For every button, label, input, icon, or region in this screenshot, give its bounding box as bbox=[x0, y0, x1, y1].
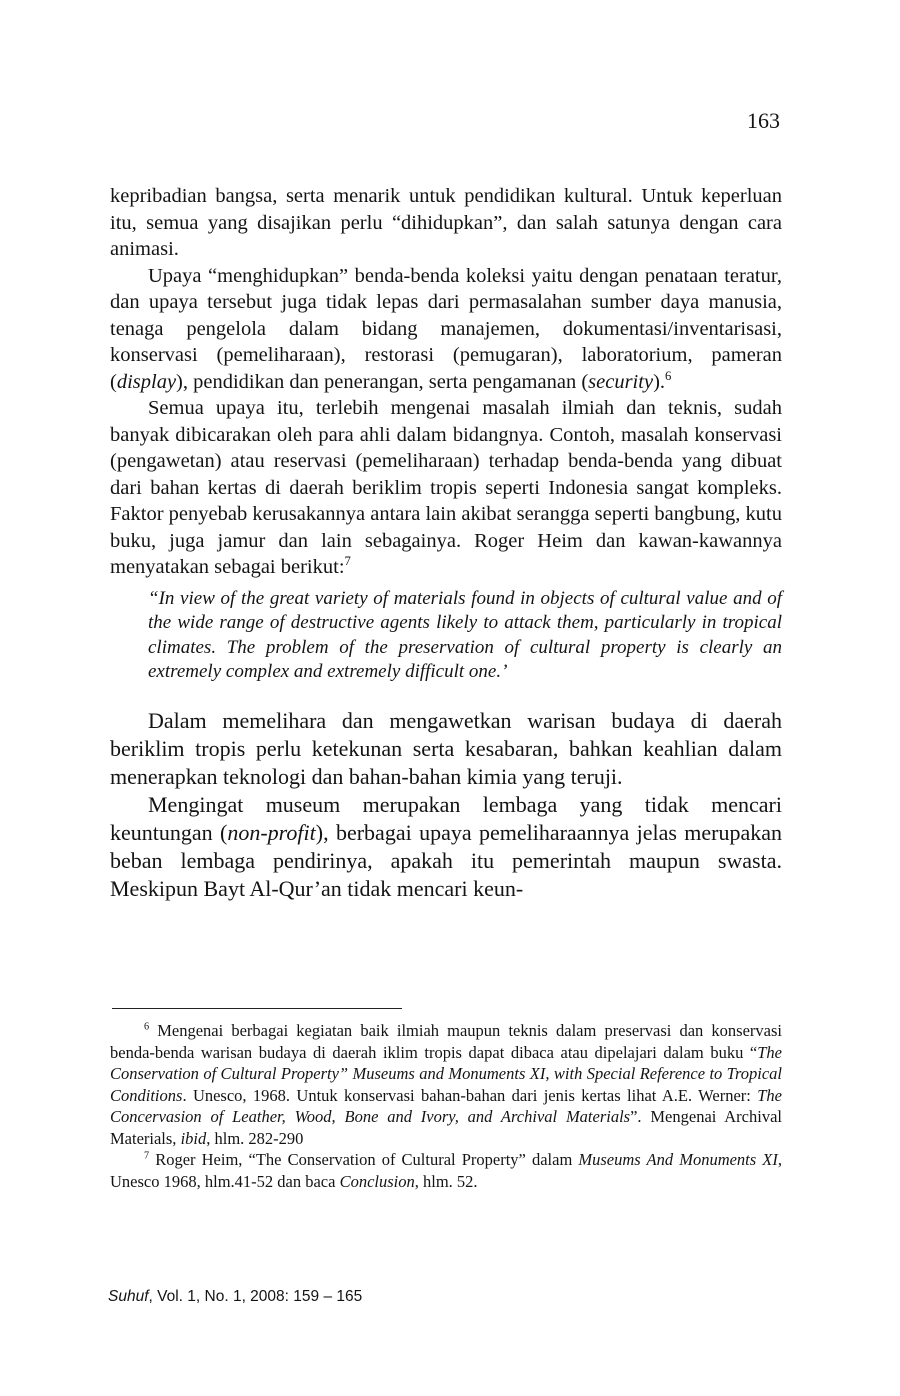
footnote-italic: Museums And Monuments XI bbox=[578, 1150, 778, 1169]
footnote-text: , hlm. 52. bbox=[414, 1171, 478, 1191]
footnote-ref[interactable]: 6 bbox=[665, 368, 672, 383]
footnote-italic: The Conservation of Cultural Property” Museums and Monuments XI, with Special Reference to Tropical Conditions bbox=[110, 1042, 782, 1105]
footer-citation bbox=[108, 1288, 362, 1306]
italic-term: non-profit bbox=[227, 819, 316, 845]
paragraph bbox=[110, 395, 782, 581]
footnote-divider bbox=[112, 1008, 402, 1009]
footnote-ref[interactable]: 7 bbox=[344, 554, 351, 569]
paragraph-text: Upaya “menghidupkan” benda-benda koleksi yaitu dengan penataan teratur, dan upaya tersebut juga tidak lepas dari permasalahan sumber daya manusia, tenaga pengelola dalam bidang manajemen, dokumentasi/inventarisasi, konservasi (pemeliharaan), restorasi (pemugaran), laboratorium, pameran ( bbox=[110, 264, 782, 393]
footnote-text: . Unesco, 1968. Untuk konservasi bahan-bahan dari jenis kertas lihat A.E. Werner: bbox=[182, 1085, 758, 1105]
footnote-number: 6 bbox=[144, 1021, 150, 1033]
paragraph: Dalam memelihara dan mengawetkan warisan budaya di daerah beriklim tropis perlu ketekunan serta kesabaran, bahkan keahlian dalam menerapkan teknologi dan bahan-bahan kimia yang teruji. bbox=[110, 707, 782, 789]
italic-term: security bbox=[588, 370, 654, 393]
paragraph bbox=[110, 263, 782, 396]
italic-term: display bbox=[116, 370, 177, 393]
paragraph-text: ), berbagai upaya pemeliharaannya jelas merupakan beban lembaga pendirinya, apakah itu pemerintah maupun swasta. Meskipun Bayt Al-Qur’an tidak mencari keun- bbox=[110, 819, 783, 901]
paragraph-text: Mengingat museum merupakan lembaga yang tidak mencari keuntungan ( bbox=[110, 791, 782, 845]
footnote-number: 7 bbox=[144, 1150, 150, 1162]
paragraph bbox=[110, 791, 782, 903]
paragraph-text: Semua upaya itu, terlebih mengenai masalah ilmiah dan teknis, sudah banyak dibicarakan oleh para ahli dalam bidangnya. Contoh, masalah konservasi (pengawetan) atau reservasi (pemeliharaan) terhadap benda-benda yang dibuat dari bahan kertas di daerah beriklim tropis seperti Indonesia sangat kompleks. Faktor penyebab kerusakannya antara lain akibat serangga seperti bangbung, kutu buku, juga jamur dan lain sebagainya. Roger Heim dan kawan-kawannya menyatakan sebagai berikut: bbox=[110, 397, 782, 578]
footnote-text: , Unesco 1968, hlm.41-52 dan baca bbox=[110, 1150, 782, 1191]
footnote-text: ”. Mengenai Archival Materials, bbox=[110, 1107, 782, 1148]
footnotes bbox=[110, 1020, 782, 1192]
page-number: 163 bbox=[747, 108, 780, 133]
citation-details: , Vol. 1, No. 1, 2008: 159 – 165 bbox=[148, 1288, 363, 1305]
paragraph: kepribadian bangsa, serta menarik untuk pendidikan kultural. Untuk keperluan itu, semua yang disajikan perlu “dihidupkan”, dan salah satunya dengan cara animasi. bbox=[110, 185, 782, 260]
paragraph-text: ). bbox=[653, 370, 666, 393]
footnote-italic: ibid bbox=[180, 1128, 207, 1148]
journal-name: Suhuf bbox=[108, 1288, 149, 1305]
main-text bbox=[110, 183, 782, 903]
block-quote: “In view of the great variety of materials found in objects of cultural value and of the wide range of destructive agents likely to attack them, particularly in tropical climates. The problem of the preservation of cultural property is clearly an extremely complex and extremely difficult one.’ bbox=[148, 587, 782, 682]
footnote bbox=[110, 1020, 782, 1149]
footnote-italic: The Concervasion of Leather, Wood, Bone and Ivory, and Archival Materials bbox=[110, 1085, 782, 1126]
footnote-text: Mengenai berbagai kegiatan baik ilmiah maupun teknis dalam preservasi dan konservasi benda-benda warisan budaya di daerah iklim tropis dapat dibaca atau dipelajari dalam buku “ bbox=[110, 1021, 782, 1062]
paragraph-text: ), pendidikan dan penerangan, serta pengamanan ( bbox=[176, 370, 589, 393]
footnote-italic: Conclusion bbox=[339, 1171, 415, 1191]
footnote-text: Roger Heim, “The Conservation of Cultural Property” dalam bbox=[149, 1150, 579, 1169]
footnote-text: , hlm. 282-290 bbox=[206, 1128, 304, 1148]
footnote bbox=[110, 1149, 782, 1192]
